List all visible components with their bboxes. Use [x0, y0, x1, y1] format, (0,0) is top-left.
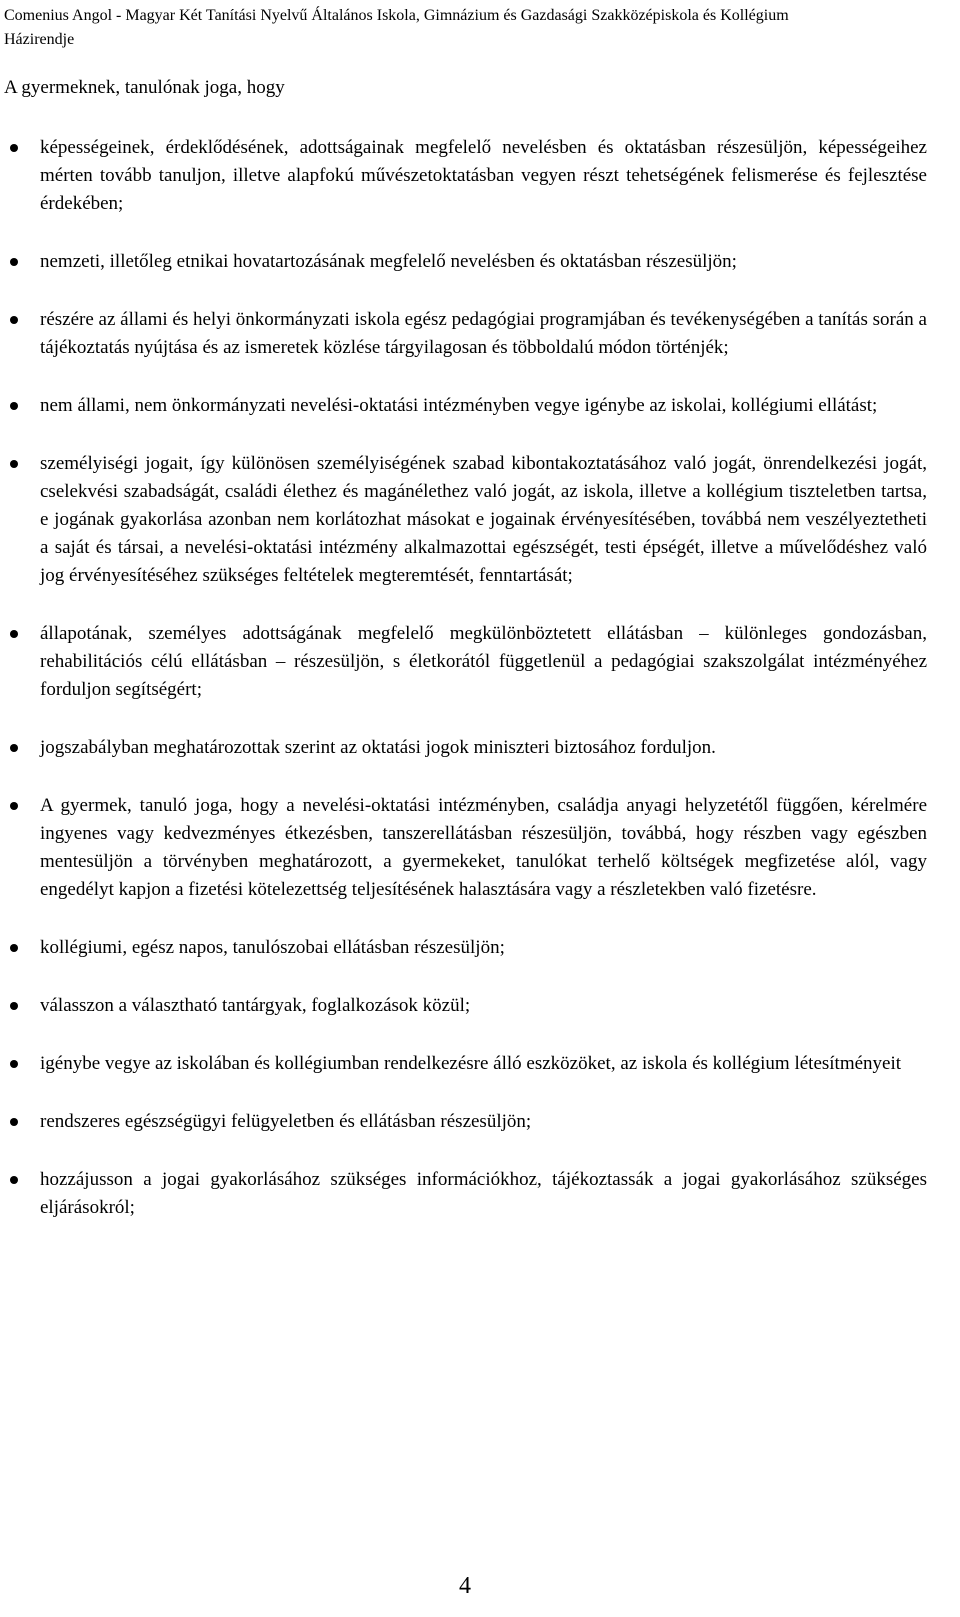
list-item-text: képességeinek, érdeklődésének, adottságainak megfelelő nevelésben és oktatásban részesüljön, képességeihez mérten tovább tanuljon, illetve alapfokú művészetoktatásban vegyen részt tehetségének felismerése és fejlesztése érdekében;	[40, 137, 927, 214]
list-item-text: A gyermek, tanuló joga, hogy a nevelési-oktatási intézményben, családja anyagi helyzetétől függően, kérelmére ingyenes vagy kedvezményes étkezésben, tanszerellátásban részesüljön, továbbá, hogy részben vagy egészben mentesüljön a törvényben meghatározott, a gyermekeket, tanulókat terhelő költségek megfizetése alól, vagy engedélyt kapjon a fizetési kötelezettség teljesítésének halasztására vagy a részletekben való fizetésre.	[40, 795, 927, 900]
list-item	[0, 992, 960, 1020]
section-intro: A gyermeknek, tanulónak joga, hogy	[4, 77, 285, 98]
list-item-text: nemzeti, illetőleg etnikai hovatartozásának megfelelő nevelésben és oktatásban részesüljön;	[40, 251, 737, 272]
header-school-name: Comenius Angol - Magyar Két Tanítási Nyelvű Általános Iskola, Gimnázium és Gazdasági Szakközépiskola és Kollégium	[4, 7, 789, 24]
list-item	[0, 392, 960, 420]
list-item-text: kollégiumi, egész napos, tanulószobai ellátásban részesüljön;	[40, 937, 505, 958]
bullet-icon	[10, 944, 18, 952]
list-item	[0, 248, 960, 276]
list-item-text: személyiségi jogait, így különösen személyiségének szabad kibontakoztatásához való jogát, önrendelkezési jogát, cselekvési szabadságát, családi élethez és magánélethez való jogát, az iskola, illetve a kollégium tiszteletben tartsa, e jogának gyakorlása azonban nem korlátozhat másokat e jogainak érvényesítésében, továbbá nem veszélyeztetheti a saját és társai, a nevelési-oktatási intézmény alkalmazottai egészségét, testi épségét, illetve a művelődéshez való jog érvényesítéséhez szükséges feltételek megteremtését, fenntartását;	[40, 453, 927, 586]
list-item	[0, 1166, 960, 1222]
bullet-icon	[10, 1118, 18, 1126]
bullet-icon	[10, 630, 18, 638]
list-item-text: jogszabályban meghatározottak szerint az oktatási jogok miniszteri biztosához forduljon.	[40, 737, 716, 758]
list-item-text: rendszeres egészségügyi felügyeletben és ellátásban részesüljön;	[40, 1111, 532, 1132]
rights-list	[0, 134, 960, 1252]
list-item	[0, 306, 960, 362]
list-item	[0, 934, 960, 962]
list-item	[0, 734, 960, 762]
bullet-icon	[10, 460, 18, 468]
list-item	[0, 134, 960, 218]
bullet-icon	[10, 1060, 18, 1068]
list-item	[0, 792, 960, 904]
bullet-icon	[10, 144, 18, 152]
bullet-icon	[10, 1002, 18, 1010]
bullet-icon	[10, 316, 18, 324]
list-item-text: igénybe vegye az iskolában és kollégiumban rendelkezésre álló eszközöket, az iskola és kollégium létesítményeit	[40, 1053, 902, 1074]
page-header	[4, 4, 954, 52]
list-item	[0, 450, 960, 590]
list-item	[0, 1050, 960, 1078]
list-item-text: állapotának, személyes adottságának megfelelő megkülönböztetett ellátásban – különleges gondozásban, rehabilitációs célú ellátásban – részesüljön, s életkorától függetlenül a pedagógiai szakszolgálat intézményéhez forduljon segítségért;	[40, 623, 927, 700]
bullet-icon	[10, 258, 18, 266]
bullet-icon	[10, 802, 18, 810]
list-item-text: részére az állami és helyi önkormányzati iskola egész pedagógiai programjában és tevékenységében a tanítás során a tájékoztatás nyújtása és az ismeretek közlése tárgyilagosan és többoldalú módon történjék;	[40, 309, 927, 358]
bullet-icon	[10, 402, 18, 410]
bullet-icon	[10, 1176, 18, 1184]
list-item-text: válasszon a választható tantárgyak, foglalkozások közül;	[40, 995, 471, 1016]
page-number: 4	[459, 1573, 471, 1599]
list-item-text: nem állami, nem önkormányzati nevelési-oktatási intézményben vegye igénybe az iskolai, kollégiumi ellátást;	[40, 395, 878, 416]
list-item	[0, 1108, 960, 1136]
list-item-text: hozzájusson a jogai gyakorlásához szükséges információkhoz, tájékoztassák a jogai gyakorlásához szükséges eljárásokról;	[40, 1169, 927, 1218]
bullet-icon	[10, 744, 18, 752]
list-item	[0, 620, 960, 704]
header-document-title: Házirendje	[4, 31, 75, 48]
